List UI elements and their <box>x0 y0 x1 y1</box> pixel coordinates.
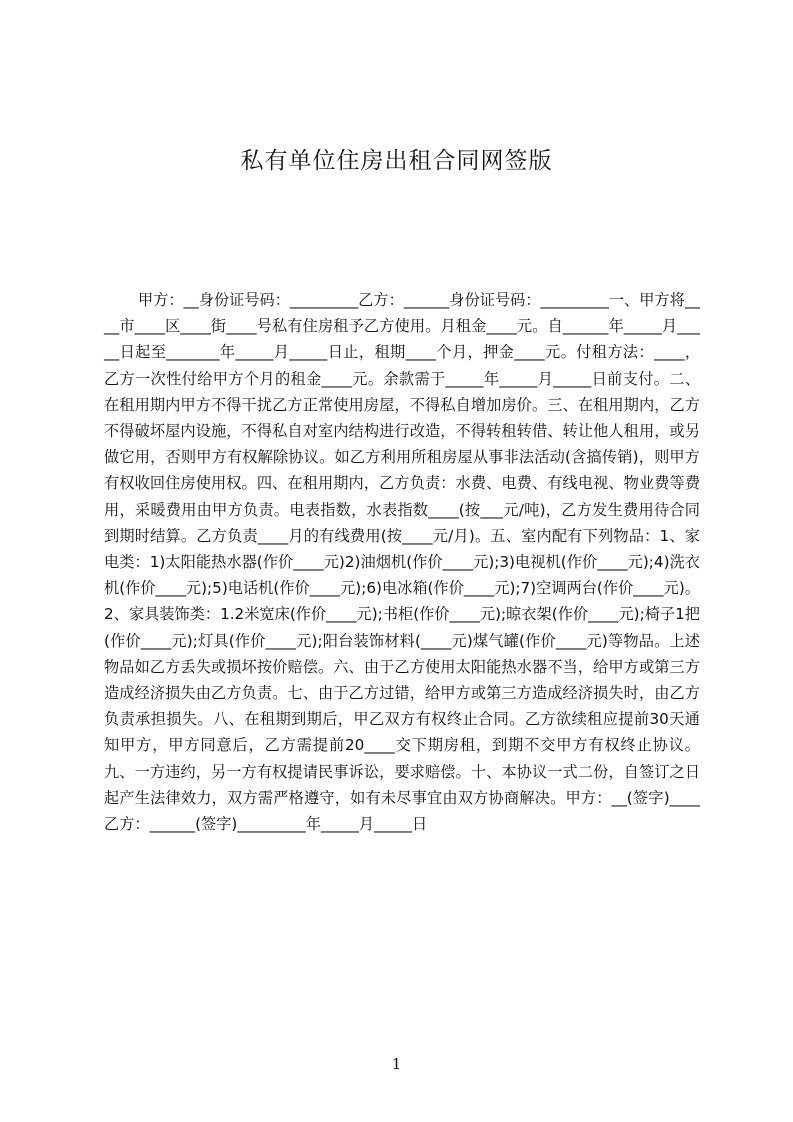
contract-body: 甲方：__身份证号码：_________乙方：______身份证号码：_________一、甲方将____市____区____街____号私有住房租予乙方使用。月租金____元。自______年_____月_____日起至_______年_____月_____日止，租期____个月，押金____元。付租方法：____，乙方一次性付给甲方个月的租金____元。余款需于_____年_____月_____日前支付。二、在租用期内甲方不得干扰乙方正常使用房屋，不得私自增加房价。三、在租用期内，乙方不得破坏屋内设施，不得私自对室内结构进行改造，不得转租转借、转让他人租用，或另做它用，否则甲方有权解除协议。如乙方利用所租房屋从事非法活动(含搞传销)，则甲方有权收回住房使用权。四、在租用期内，乙方负责：水费、电费、有线电视、物业费等费用，采暖费用由甲方负责。电表指数，水表指数____(按___元/吨)，乙方发生费用待合同到期时结算。乙方负责____月的有线费用(按____元/月)。五、室内配有下列物品：1、家电类：1)太阳能热水器(作价____元)2)油烟机(作价____元);3)电视机(作价____元);4)洗衣机(作价____元);5)电话机(作价____元);6)电冰箱(作价____元);7)空调两台(作价____元)。2、家具装饰类：1.2米宽床(作价____元);书柜(作价____元);晾衣架(作价____元);椅子1把(作价____元);灯具(作价____元);阳台装饰材料(____元)煤气罐(作价____元)等物品。上述物品如乙方丢失或损坏按价赔偿。六、由于乙方使用太阳能热水器不当，给甲方或第三方造成经济损失由乙方负责。七、由于乙方过错，给甲方或第三方造成经济损失时，由乙方负责承担损失。八、在租期到期后，甲乙双方有权终止合同。乙方欲续租应提前30天通知甲方，甲方同意后，乙方需提前20____交下期房租，到期不交甲方有权终止协议。九、一方违约，另一方有权提请民事诉讼，要求赔偿。十、本协议一式二份，自签订之日起产生法律效力，双方需严格遵守，如有未尽事宜由双方协商解决。甲方：__(签字)____乙方：______(签字)_________年_____月_____日 <box>104 291 700 834</box>
page-number: 1 <box>391 1055 402 1073</box>
document-title: 私有单位住房出租合同网签版 <box>240 148 553 174</box>
